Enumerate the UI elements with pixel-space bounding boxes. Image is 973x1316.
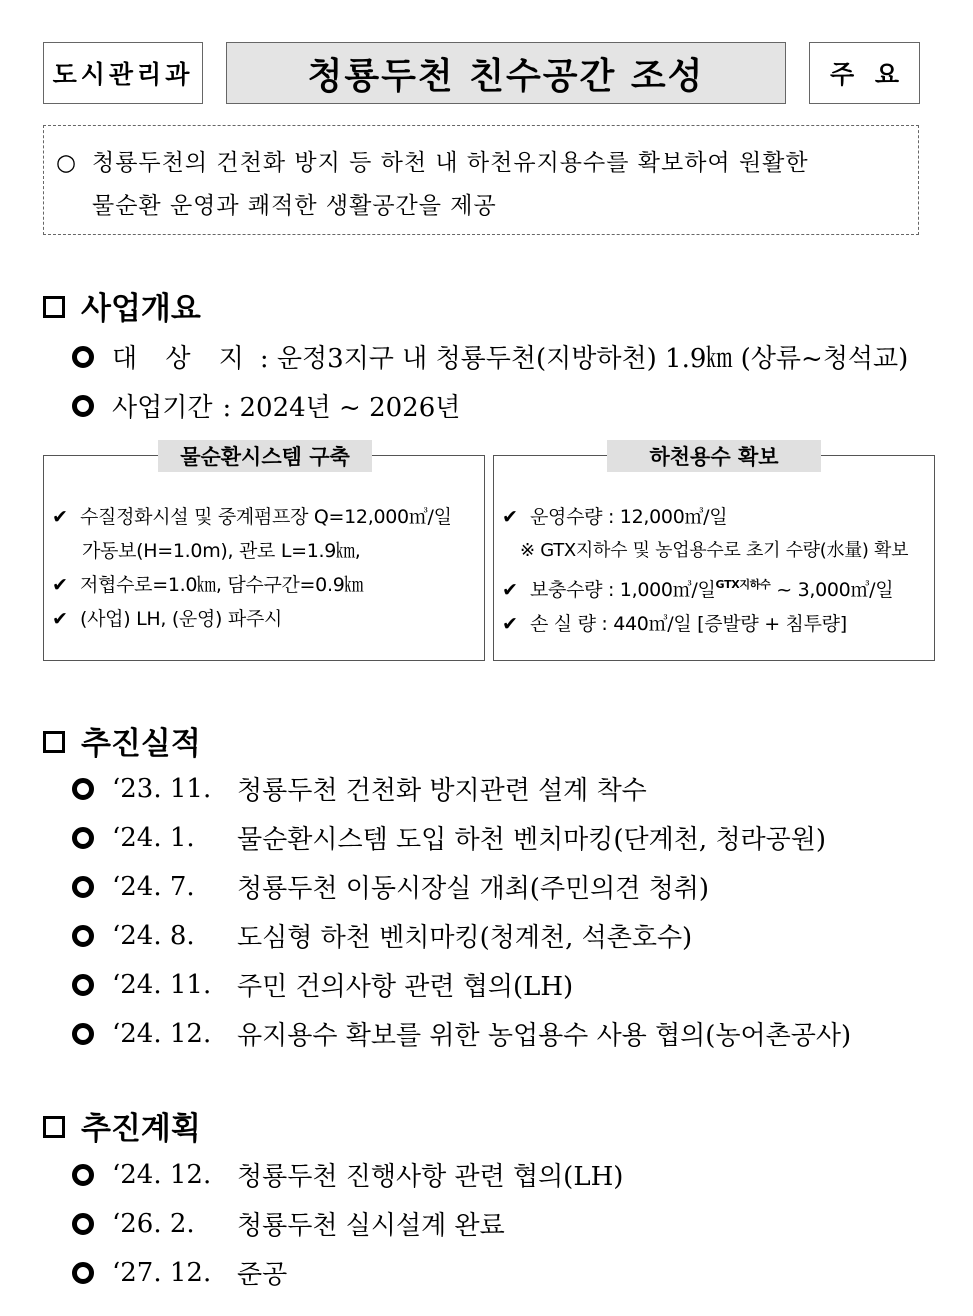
summary-bullet: ○	[56, 150, 78, 176]
overview-period	[72, 387, 460, 424]
panel-left-line-2: 가동보(H=1.0m), 관로 L=1.9㎞,	[82, 540, 361, 562]
overview-target-label: 대 상 지	[112, 344, 254, 374]
progress-item-date: ‘24. 7.	[112, 871, 195, 902]
check-icon: ✔	[502, 506, 518, 528]
panel-left-line-1: 수질정화시설 및 중계펌프장 Q=12,000㎥/일	[80, 506, 452, 528]
section-plan-title	[43, 1103, 201, 1148]
check-icon: ✔	[52, 608, 68, 630]
importance-tag	[809, 42, 920, 104]
progress-item-date: ‘24. 1.	[112, 822, 195, 853]
ring-bullet-icon	[72, 1262, 94, 1284]
ring-bullet-icon	[72, 1164, 94, 1186]
check-icon: ✔	[52, 506, 68, 528]
square-bullet-icon	[43, 1116, 65, 1138]
ring-bullet-icon	[72, 395, 94, 417]
summary-line-2: 물순환 운영과 쾌적한 생활공간을 제공	[92, 193, 497, 219]
square-bullet-icon	[43, 731, 65, 753]
ring-bullet-icon	[72, 876, 94, 898]
progress-item-date: ‘23. 11.	[112, 773, 212, 804]
check-icon: ✔	[502, 579, 518, 601]
panel-river-water	[493, 445, 935, 661]
progress-item-text: 유지용수 확보를 위한 농업용수 사용 협의(농어촌공사)	[237, 1021, 852, 1051]
section-overview-label: 사업개요	[81, 291, 201, 327]
progress-item-date: ‘24. 8.	[112, 920, 195, 951]
plan-item	[72, 1205, 505, 1242]
plan-item-date: ‘24. 12.	[112, 1159, 212, 1190]
progress-item-text: 물순환시스템 도입 하천 벤치마킹(단계천, 청라공원)	[237, 825, 827, 855]
overview-target	[72, 338, 908, 375]
progress-item	[72, 917, 692, 954]
progress-item-text: 청룡두천 이동시장실 개최(주민의견 청취)	[237, 874, 710, 904]
ring-bullet-icon	[72, 1023, 94, 1045]
plan-item-text: 준공	[237, 1260, 288, 1290]
overview-target-value: : 운정3지구 내 청룡두천(지방하천) 1.9㎞ (상류~청석교)	[259, 344, 909, 374]
panel-river-water-label: 하천용수 확보	[607, 440, 821, 472]
check-icon: ✔	[502, 613, 518, 635]
overview-period-value: : 2024년 ~ 2026년	[222, 393, 461, 423]
page-title: 청룡두천 친수공간 조성	[226, 42, 786, 104]
section-progress-label: 추진실적	[81, 726, 201, 762]
plan-item	[72, 1156, 623, 1193]
panel-right-line-1: 운영수량 : 12,000㎥/일	[530, 506, 728, 528]
progress-item-date: ‘24. 11.	[112, 969, 212, 1000]
progress-item	[72, 1015, 851, 1052]
section-plan-label: 추진계획	[81, 1111, 201, 1147]
panel-right-line-3a: 보충수량 : 1,000㎥/일	[530, 579, 716, 601]
importance-tag-right: 요	[874, 60, 899, 89]
summary-box	[43, 125, 919, 235]
check-icon: ✔	[52, 574, 68, 596]
panel-water-cycle	[43, 445, 485, 661]
plan-item	[72, 1254, 287, 1291]
overview-period-label: 사업기간	[112, 393, 213, 423]
department-label: 도시관리과	[43, 42, 203, 104]
progress-item	[72, 868, 709, 905]
square-bullet-icon	[43, 296, 65, 318]
section-progress-title	[43, 718, 201, 763]
progress-item	[72, 819, 826, 856]
plan-item-text: 청룡두천 진행사항 관련 협의(LH)	[237, 1162, 624, 1192]
plan-item-date: ‘26. 2.	[112, 1208, 195, 1239]
ring-bullet-icon	[72, 778, 94, 800]
panel-right-note: ※ GTX지하수 및 농업용수로 초기 수량(水量) 확보	[520, 540, 909, 561]
progress-item-text: 청룡두천 건천화 방지관련 설계 착수	[237, 776, 647, 806]
ring-bullet-icon	[72, 925, 94, 947]
ring-bullet-icon	[72, 974, 94, 996]
panel-right-line-3-sup: GTX지하수	[715, 578, 771, 591]
importance-tag-left: 주	[830, 60, 855, 89]
progress-item-date: ‘24. 12.	[112, 1018, 212, 1049]
progress-item	[72, 770, 647, 807]
panel-water-cycle-label: 물순환시스템 구축	[158, 440, 372, 472]
progress-item-text: 주민 건의사항 관련 협의(LH)	[237, 972, 574, 1002]
ring-bullet-icon	[72, 827, 94, 849]
panel-left-line-3: 저협수로=1.0㎞, 담수구간=0.9㎞	[80, 574, 364, 596]
panel-right-line-3b: ~ 3,000㎥/일	[776, 579, 894, 601]
progress-item	[72, 966, 573, 1003]
plan-item-text: 청룡두천 실시설계 완료	[237, 1211, 505, 1241]
panel-left-line-4: (사업) LH, (운영) 파주시	[80, 608, 283, 630]
ring-bullet-icon	[72, 1213, 94, 1235]
plan-item-date: ‘27. 12.	[112, 1257, 212, 1288]
section-overview-title	[43, 283, 201, 328]
panel-right-line-4: 손 실 량 : 440㎥/일 [증발량 + 침투량]	[530, 613, 847, 635]
summary-line-1: 청룡두천의 건천화 방지 등 하천 내 하천유지용수를 확보하여 원활한	[92, 150, 809, 176]
ring-bullet-icon	[72, 346, 94, 368]
progress-item-text: 도심형 하천 벤치마킹(청계천, 석촌호수)	[237, 923, 693, 953]
